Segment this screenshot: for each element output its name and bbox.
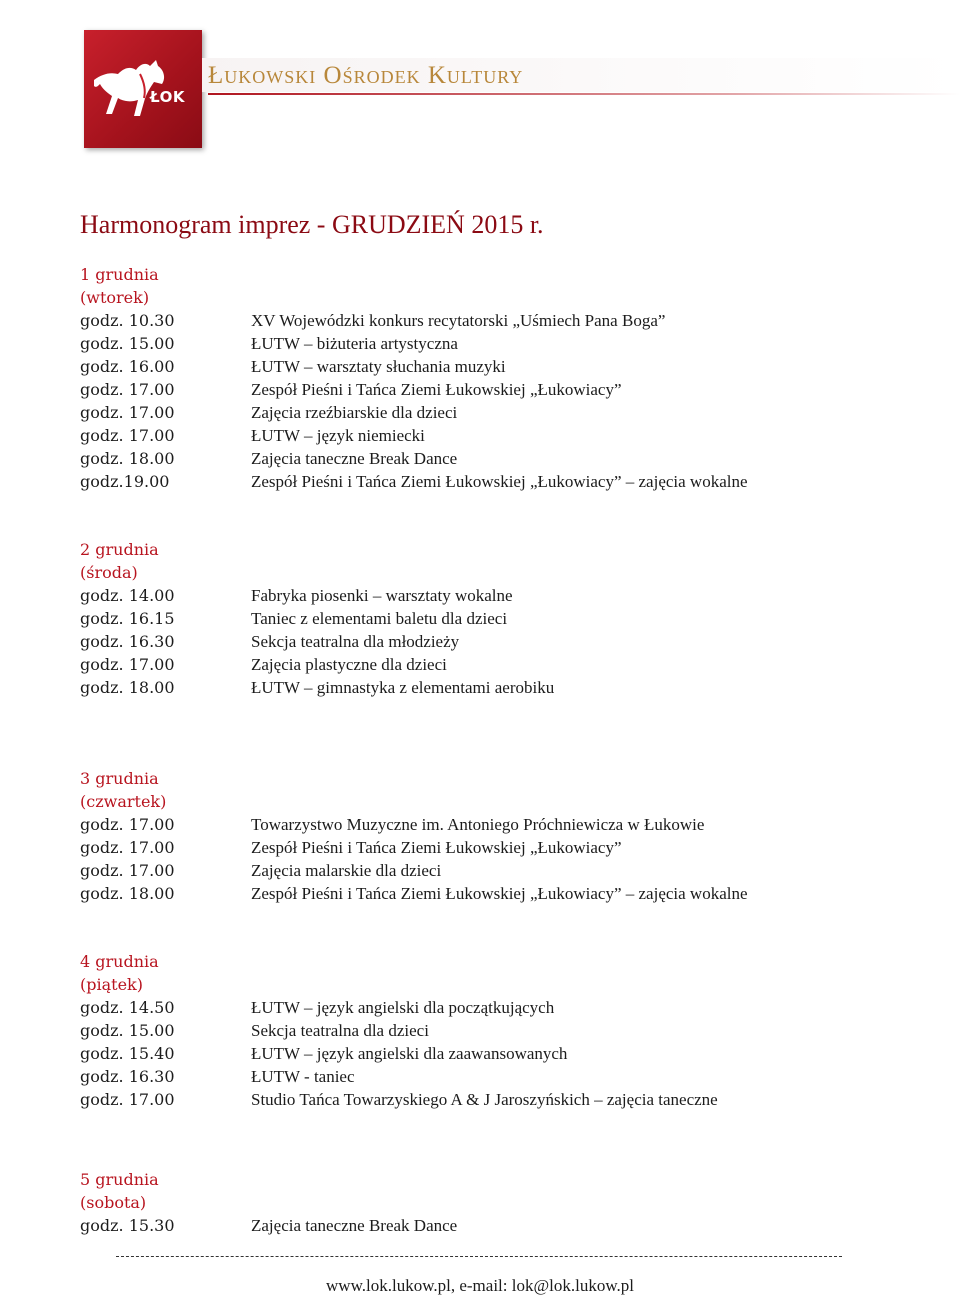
event-time: godz. 18.00 — [80, 449, 175, 468]
day-block — [80, 538, 880, 699]
event-time: godz. 14.50 — [80, 998, 175, 1017]
day-date: 3 grudnia — [80, 769, 159, 788]
footer-contact: www.lok.lukow.pl, e-mail: lok@lok.lukow.pl — [326, 1276, 634, 1295]
day-date: 4 grudnia — [80, 952, 159, 971]
event-description: Zajęcia rzeźbiarskie dla dzieci — [251, 403, 458, 422]
day-weekday: (wtorek) — [80, 288, 150, 307]
event-row — [80, 813, 880, 836]
event-description: ŁUTW – gimnastyka z elementami aerobiku — [251, 678, 555, 697]
event-time: godz. 17.00 — [80, 655, 175, 674]
event-row — [80, 447, 880, 470]
event-row — [80, 653, 880, 676]
event-row — [80, 424, 880, 447]
event-row — [80, 378, 880, 401]
event-description: Zespół Pieśni i Tańca Ziemi Łukowskiej „Łukowiacy” — [251, 380, 622, 399]
event-description: ŁUTW – warsztaty słuchania muzyki — [251, 357, 506, 376]
event-time: godz. 10.30 — [80, 311, 175, 330]
event-description: Taniec z elementami baletu dla dzieci — [251, 609, 508, 628]
event-row — [80, 882, 880, 905]
event-row — [80, 355, 880, 378]
event-time: godz. 18.00 — [80, 884, 175, 903]
event-row — [80, 309, 880, 332]
day-weekday: (piątek) — [80, 975, 143, 994]
event-description: ŁUTW – biżuteria artystyczna — [251, 334, 458, 353]
event-row — [80, 1042, 880, 1065]
event-description: ŁUTW - taniec — [251, 1067, 355, 1086]
event-time: godz. 16.15 — [80, 609, 175, 628]
event-description: ŁUTW – język angielski dla zaawansowanych — [251, 1044, 568, 1063]
day-block — [80, 263, 880, 493]
logo-wordmark: ŁOK — [150, 88, 185, 106]
event-description: Zespół Pieśni i Tańca Ziemi Łukowskiej „Łukowiacy” — [251, 838, 622, 857]
event-row — [80, 401, 880, 424]
event-row — [80, 1088, 880, 1111]
page-header — [0, 0, 960, 160]
day-block — [80, 1168, 880, 1237]
organization-name: Łukowski Ośrodek Kultury — [208, 62, 524, 89]
event-row — [80, 470, 880, 493]
event-description: Fabryka piosenki – warsztaty wokalne — [251, 586, 513, 605]
event-time: godz. 16.00 — [80, 357, 175, 376]
day-weekday: (środa) — [80, 563, 138, 582]
event-row — [80, 676, 880, 699]
event-row — [80, 1214, 880, 1237]
page-title: Harmonogram imprez - GRUDZIEŃ 2015 r. — [80, 210, 544, 239]
event-row — [80, 607, 880, 630]
day-block — [80, 767, 880, 905]
event-description: Studio Tańca Towarzyskiego A & J Jaroszyńskich – zajęcia taneczne — [251, 1090, 718, 1109]
event-description: Sekcja teatralna dla młodzieży — [251, 632, 460, 651]
event-description: ŁUTW – język angielski dla początkujących — [251, 998, 555, 1017]
event-description: Zajęcia taneczne Break Dance — [251, 449, 458, 468]
event-row — [80, 859, 880, 882]
event-time: godz. 15.40 — [80, 1044, 175, 1063]
event-description: Towarzystwo Muzyczne im. Antoniego Próchniewicza w Łukowie — [251, 815, 705, 834]
event-description: Zajęcia plastyczne dla dzieci — [251, 655, 447, 674]
event-time: godz. 18.00 — [80, 678, 175, 697]
event-description: Zespół Pieśni i Tańca Ziemi Łukowskiej „Łukowiacy” – zajęcia wokalne — [251, 884, 748, 903]
event-description: Zespół Pieśni i Tańca Ziemi Łukowskiej „Łukowiacy” – zajęcia wokalne — [251, 472, 748, 491]
event-row — [80, 1065, 880, 1088]
event-row — [80, 584, 880, 607]
day-date: 5 grudnia — [80, 1170, 159, 1189]
event-row — [80, 1019, 880, 1042]
event-time: godz. 16.30 — [80, 1067, 175, 1086]
event-time: godz. 17.00 — [80, 1090, 175, 1109]
event-time: godz. 17.00 — [80, 403, 175, 422]
event-row — [80, 836, 880, 859]
event-time: godz. 17.00 — [80, 861, 175, 880]
event-row — [80, 996, 880, 1019]
event-description: Sekcja teatralna dla dzieci — [251, 1021, 429, 1040]
lok-logo — [84, 30, 202, 148]
event-time: godz. 17.00 — [80, 426, 175, 445]
event-description: XV Wojewódzki konkurs recytatorski „Uśmiech Pana Boga” — [251, 311, 666, 330]
event-time: godz. 17.00 — [80, 815, 175, 834]
header-underline — [208, 93, 960, 95]
event-time: godz. 15.00 — [80, 1021, 175, 1040]
day-block — [80, 950, 880, 1111]
day-date: 1 grudnia — [80, 265, 159, 284]
event-time: godz. 14.00 — [80, 586, 175, 605]
event-time: godz. 17.00 — [80, 838, 175, 857]
event-description: Zajęcia malarskie dla dzieci — [251, 861, 442, 880]
event-time: godz. 17.00 — [80, 380, 175, 399]
event-description: Zajęcia taneczne Break Dance — [251, 1216, 458, 1235]
event-time: godz. 15.30 — [80, 1216, 175, 1235]
event-description: ŁUTW – język niemiecki — [251, 426, 425, 445]
event-time: godz. 15.00 — [80, 334, 175, 353]
day-weekday: (czwartek) — [80, 792, 167, 811]
event-time: godz.19.00 — [80, 472, 170, 491]
event-time: godz. 16.30 — [80, 632, 175, 651]
day-weekday: (sobota) — [80, 1193, 147, 1212]
event-row — [80, 630, 880, 653]
footer-divider — [116, 1256, 842, 1257]
event-row — [80, 332, 880, 355]
day-date: 2 grudnia — [80, 540, 159, 559]
